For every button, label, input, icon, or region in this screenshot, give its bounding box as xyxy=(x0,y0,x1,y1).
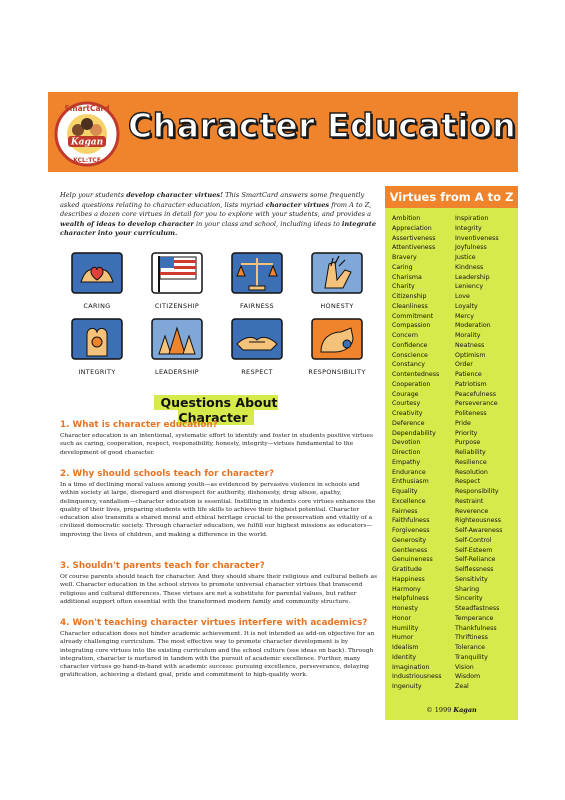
virtue-item: Enthusiasm xyxy=(392,478,429,486)
virtue-item: Idealism xyxy=(392,644,419,651)
leadership-icon xyxy=(151,318,203,360)
virtue-item: Endurance xyxy=(392,468,426,476)
virtue-item: Optimism xyxy=(455,351,486,359)
virtue-item: Kindness xyxy=(455,263,484,271)
virtue-item: Responsibility xyxy=(455,488,499,495)
virtue-item: Resilience xyxy=(455,458,487,466)
virtues-sidebar xyxy=(385,186,518,720)
faq-section-3 xyxy=(60,561,380,606)
questions-title: Questions About Character xyxy=(116,395,316,425)
virtue-item: Commitment xyxy=(392,312,434,320)
virtue-item: Generosity xyxy=(392,536,427,544)
virtue-item: Vision xyxy=(455,663,474,671)
virtue-label: LEADERSHIP xyxy=(155,368,199,376)
virtue-item: Mercy xyxy=(455,312,474,320)
virtue-item: Caring xyxy=(392,263,413,271)
faq-section-2 xyxy=(60,469,380,539)
virtue-item: Loyalty xyxy=(455,302,478,310)
virtue-item: Direction xyxy=(392,449,421,456)
virtue-item: Deference xyxy=(392,419,425,427)
virtue-item: Perseverance xyxy=(455,400,498,408)
faq-section-1 xyxy=(60,420,380,457)
virtue-item: Constancy xyxy=(392,361,426,369)
virtue-item: Tranquility xyxy=(455,653,488,661)
faq-body: Of course parents should teach for character. And they should share their religious and cultural beliefs as well. Character education in the school strives to promote universal character virtues that transcend religious and cultural differences. These virtues are not a substitute for parental values, but rather additional support often essential with the transformed modern family and community structure. xyxy=(60,574,377,605)
svg-text:KCL:TCE: KCL:TCE xyxy=(73,157,101,164)
virtue-item: Self-Esteem xyxy=(455,546,493,554)
virtue-item: Wisdom xyxy=(455,673,481,681)
virtue-item: Order xyxy=(455,361,473,369)
virtue-item: Gratitude xyxy=(392,566,422,573)
virtue-label: RESPECT xyxy=(241,368,273,376)
virtue-item: Equality xyxy=(392,488,418,495)
virtue-item: Devotion xyxy=(392,439,421,447)
responsibility-icon xyxy=(311,318,363,360)
faq-body: In a time of declining moral values among youth—as evidenced by pervasive violence in schools and within society at large, disregard and disrespect for authority, dishonesty, drug abuse, apathy, delinquency, vandalism—character education is essential. Instilling in students core virtues enhances the quality of their lives, preparing students with life skills to achieve their highest potential. Character education also transmits a shared moral and ethical heritage crucial to the preservation and vitality of a civilized democratic society. Through character education, we fulfill our highest missions as educators—improving the lives of children, and making a difference in the world. xyxy=(60,482,376,538)
virtue-item: Patience xyxy=(455,371,482,378)
faq-section-4 xyxy=(60,618,380,680)
virtue-item: Pride xyxy=(455,419,471,427)
virtue-item: Righteousness xyxy=(455,517,502,525)
virtue-item: Self-Awareness xyxy=(455,527,503,534)
virtue-integrity xyxy=(62,318,132,376)
virtue-item: Selflessness xyxy=(455,566,494,573)
virtue-item: Self-Control xyxy=(455,536,492,544)
virtue-label: INTEGRITY xyxy=(78,368,116,376)
virtue-item: Genuineness xyxy=(392,556,433,564)
virtue-label: CITIZENSHIP xyxy=(154,302,200,310)
virtue-item: Confidence xyxy=(392,341,428,349)
virtue-item: Integrity xyxy=(455,224,482,232)
faq-heading: 3. Shouldn't parents teach for character? xyxy=(60,561,265,571)
virtue-item: Sharing xyxy=(455,585,480,593)
virtue-item: Reverence xyxy=(455,507,489,515)
virtue-item: Charity xyxy=(392,283,415,291)
faq-body: Character education does not hinder academic achievement. It is not intended as add-on objective for an already challenging curriculum. The most effective way to promote character development is by integrating core virtues into the existing curriculum and the school culture (see ideas on back). Through integration, character is nurtured in tandem with the pursuit of academic excellence. Further, many character virtues go hand-in-hand with academic success: pursuing excellence, perseverance, delaying gratification, achieving a distant goal, pride and commitment to high-quality work. xyxy=(60,631,375,679)
integrity-icon xyxy=(71,318,123,360)
virtue-item: Compassion xyxy=(392,322,431,330)
virtue-item: Justice xyxy=(455,254,476,261)
virtue-label: HONESTY xyxy=(320,302,354,310)
svg-text:Kagan: Kagan xyxy=(70,137,104,148)
virtue-item: Honor xyxy=(392,614,412,622)
virtue-item: Imagination xyxy=(392,663,430,671)
virtue-icons-grid xyxy=(62,252,380,412)
virtue-item: Steadfastness xyxy=(455,605,500,612)
copyright-notice: © 1999 Kagan xyxy=(426,706,477,714)
virtue-label: CARING xyxy=(83,302,111,310)
virtue-item: Empathy xyxy=(392,458,421,466)
virtue-item: Charisma xyxy=(392,273,422,281)
faq-heading: 1. What is character education? xyxy=(60,420,218,430)
virtue-caring xyxy=(62,252,132,310)
faq-heading: 4. Won't teaching character virtues interfere with academics? xyxy=(60,618,368,628)
virtue-item: Creativity xyxy=(392,410,423,417)
virtue-item: Thankfulness xyxy=(455,624,497,632)
virtue-item: Leniency xyxy=(455,283,484,291)
faq-heading: 2. Why should schools teach for character? xyxy=(60,469,275,479)
virtue-item: Gentleness xyxy=(392,546,428,554)
virtue-item: Temperance xyxy=(455,614,494,622)
virtue-item: Neatness xyxy=(455,341,485,349)
virtue-item: Identity xyxy=(392,653,417,661)
virtue-item: Attentiveness xyxy=(392,244,436,252)
virtue-item: Assertiveness xyxy=(392,234,436,242)
virtue-item: Love xyxy=(455,293,470,300)
virtue-item: Honesty xyxy=(392,605,418,612)
virtue-item: Industriousness xyxy=(392,673,442,681)
respect-icon xyxy=(231,318,283,360)
virtue-item: Ingenuity xyxy=(392,683,422,690)
virtue-item: Moderation xyxy=(455,322,491,330)
virtue-item: Happiness xyxy=(392,575,425,583)
virtue-item: Reliability xyxy=(455,449,486,456)
virtue-item: Fairness xyxy=(392,507,418,515)
virtue-item: Cooperation xyxy=(392,380,431,388)
virtue-item: Tolerance xyxy=(455,644,486,651)
virtue-item: Humility xyxy=(392,624,419,632)
virtues-column-1 xyxy=(392,214,441,692)
kagan-logo-icon xyxy=(54,98,120,170)
virtue-label: RESPONSIBILITY xyxy=(308,368,366,376)
virtue-item: Politeness xyxy=(455,410,487,417)
virtue-item: Purpose xyxy=(455,439,481,447)
virtue-item: Faithfulness xyxy=(392,517,430,525)
virtue-item: Peacefulness xyxy=(455,390,497,398)
virtue-fairness xyxy=(222,252,292,310)
virtue-item: Contentedness xyxy=(392,371,440,378)
virtue-item: Ambition xyxy=(392,215,421,222)
virtue-item: Inspiration xyxy=(455,215,489,222)
header-banner xyxy=(48,92,518,172)
virtue-respect xyxy=(222,318,292,376)
virtue-item: Resolution xyxy=(455,468,488,476)
virtue-item: Excellence xyxy=(392,497,426,505)
intro-paragraph: Help your students develop character virtues! This SmartCard answers some frequently asked questions relating to character education, lists myriad character virtues from A to Z, describes a dozen core virtues in detail for you to explore with your students, and provides a wealth of ideas to develop character in your class and school, including ideas to integrate character into your curriculum. xyxy=(60,191,377,237)
svg-text:SmartCard: SmartCard xyxy=(64,104,110,113)
virtue-item: Cleanliness xyxy=(392,302,428,310)
virtue-item: Leadership xyxy=(455,273,490,281)
virtue-citizenship xyxy=(142,252,212,310)
fairness-icon xyxy=(231,252,283,294)
virtue-item: Conscience xyxy=(392,351,428,359)
virtue-item: Zeal xyxy=(455,683,469,690)
virtue-item: Helpfulness xyxy=(392,595,429,603)
virtues-column-2 xyxy=(455,214,502,692)
sidebar-title: Virtues from A to Z xyxy=(385,186,518,208)
virtue-item: Courage xyxy=(392,390,419,398)
virtue-item: Restraint xyxy=(455,497,484,505)
virtue-label: FAIRNESS xyxy=(240,302,274,310)
virtue-item: Appreciation xyxy=(392,224,432,232)
virtue-item: Bravery xyxy=(392,254,417,261)
virtue-item: Humor xyxy=(392,634,414,642)
virtue-item: Harmony xyxy=(392,585,421,593)
honesty-icon xyxy=(311,252,363,294)
virtue-item: Courtesy xyxy=(392,400,421,408)
virtue-responsibility xyxy=(302,318,372,376)
virtue-item: Patriotism xyxy=(455,380,487,388)
page-title: Character Education xyxy=(128,106,517,145)
virtue-item: Dependability xyxy=(392,429,436,437)
virtue-item: Citizenship xyxy=(392,293,427,300)
virtue-item: Concern xyxy=(392,332,419,339)
virtue-item: Respect xyxy=(455,478,481,486)
virtue-item: Thriftiness xyxy=(455,634,488,642)
virtue-item: Priority xyxy=(455,429,478,437)
faq-body: Character education is an intentional, systematic effort to identify and foster in students positive virtues such as caring, cooperation, respect, responsibility, honesty, integrity—virtues fundamental to the development of good character. xyxy=(60,433,373,456)
virtue-item: Self-Reliance xyxy=(455,556,496,564)
virtue-item: Inventiveness xyxy=(455,234,499,242)
virtue-leadership xyxy=(142,318,212,376)
virtue-item: Sensitivity xyxy=(455,575,488,583)
virtue-honesty xyxy=(302,252,372,310)
virtue-item: Morality xyxy=(455,332,481,339)
caring-icon xyxy=(71,252,123,294)
citizenship-icon xyxy=(151,252,203,294)
smartcard-page xyxy=(48,92,518,720)
virtue-item: Joyfulness xyxy=(455,244,487,252)
virtue-item: Forgiveness xyxy=(392,527,430,534)
virtue-item: Sincerity xyxy=(455,595,483,603)
